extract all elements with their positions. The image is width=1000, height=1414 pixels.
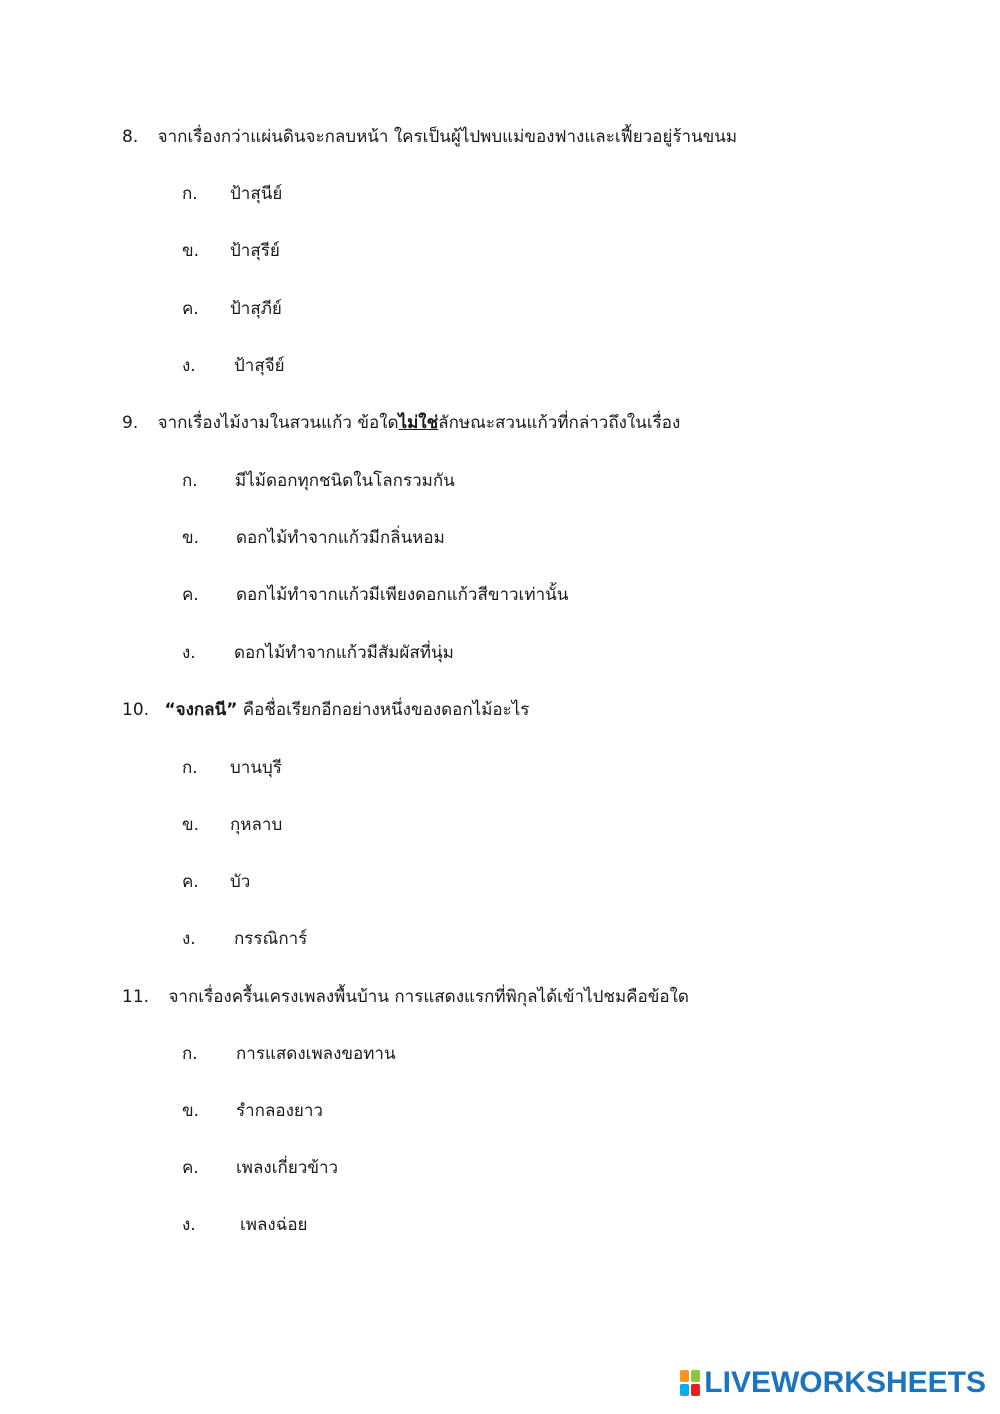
option-text[interactable]: บานบุรี <box>230 758 282 778</box>
option-letter: ก. <box>182 758 198 778</box>
logo-mark-tile <box>680 1370 689 1382</box>
question-emphasis: “จงกลนี” <box>164 700 238 720</box>
option-letter: ค. <box>182 585 199 605</box>
option-letter: ข. <box>182 815 200 835</box>
option-letter: ข. <box>182 1101 200 1121</box>
logo-mark-tile <box>691 1370 700 1382</box>
option-text[interactable]: ดอกไม้ทำจากแก้วมีเพียงดอกแก้วสีขาวเท่านั้น <box>236 585 569 605</box>
option-letter: ก. <box>182 184 198 204</box>
option-letter: ง. <box>182 1215 196 1235</box>
option-text[interactable]: ดอกไม้ทำจากแก้วมีกลิ่นหอม <box>236 528 445 548</box>
option-text[interactable]: กุหลาบ <box>230 815 283 835</box>
logo-mark-icon <box>680 1370 700 1396</box>
option-letter: ง. <box>182 929 196 949</box>
option-letter: ข. <box>182 241 200 261</box>
logo-mark-tile <box>680 1384 689 1396</box>
question-text <box>158 412 681 434</box>
question-text: จากเรื่องกว่าแผ่นดินจะกลบหน้า ใครเป็นผู้ไปพบแม่ของฟางและเฟี้ยวอยู่ร้านขนม <box>157 127 738 147</box>
question-10 <box>122 699 529 721</box>
question-text: จากเรื่องครื้นเครงเพลงพื้นบ้าน การแสดงแรกที่พิกุลได้เข้าไปชมคือข้อใด <box>168 987 689 1007</box>
question-text-before: จากเรื่องไม้งามในสวนแก้ว ข้อใด <box>157 413 399 433</box>
option-letter: ก. <box>182 471 198 491</box>
option-text[interactable]: เพลงเกี่ยวข้าว <box>236 1158 339 1178</box>
option-text[interactable]: เพลงฉ่อย <box>240 1215 308 1235</box>
question-number: 10. <box>122 700 150 720</box>
question-number: 8. <box>122 127 139 147</box>
option-letter: ข. <box>182 528 200 548</box>
option-text[interactable]: ป้าสุนีย์ <box>230 184 283 204</box>
option-letter: ค. <box>182 299 199 319</box>
option-letter: ค. <box>182 1158 199 1178</box>
question-text-after: คือชื่อเรียกอีกอย่างหนึ่งของดอกไม้อะไร <box>237 700 530 720</box>
option-letter: ง. <box>182 356 196 376</box>
question-emphasis: ไม่ใช่ <box>398 413 439 433</box>
question-number: 11. <box>122 987 150 1007</box>
option-text[interactable]: ป้าสุรีย์ <box>230 241 280 261</box>
option-text[interactable]: ป้าสุภีย์ <box>230 299 282 319</box>
option-letter: ง. <box>182 643 196 663</box>
option-text[interactable]: รำกลองยาว <box>236 1101 323 1121</box>
option-letter: ค. <box>182 872 199 892</box>
question-11 <box>122 986 689 1008</box>
option-text[interactable]: ดอกไม้ทำจากแก้วมีสัมผัสที่นุ่ม <box>234 643 454 663</box>
option-text[interactable]: ป้าสุจีย์ <box>234 356 285 376</box>
option-text[interactable]: บัว <box>230 872 251 892</box>
question-text <box>164 699 529 721</box>
liveworksheets-logo[interactable] <box>680 1366 986 1400</box>
option-text[interactable]: การแสดงเพลงขอทาน <box>236 1044 396 1064</box>
logo-mark-tile <box>691 1384 700 1396</box>
question-9 <box>122 412 680 434</box>
question-number: 9. <box>122 413 139 433</box>
logo-text: LIVEWORKSHEETS <box>704 1366 986 1399</box>
option-letter: ก. <box>182 1044 198 1064</box>
option-text[interactable]: มีไม้ดอกทุกชนิดในโลกรวมกัน <box>235 471 455 491</box>
question-8 <box>122 126 737 148</box>
option-text[interactable]: กรรณิการ์ <box>234 929 308 949</box>
question-text-after: ลักษณะสวนแก้วที่กล่าวถึงในเรื่อง <box>438 413 681 433</box>
